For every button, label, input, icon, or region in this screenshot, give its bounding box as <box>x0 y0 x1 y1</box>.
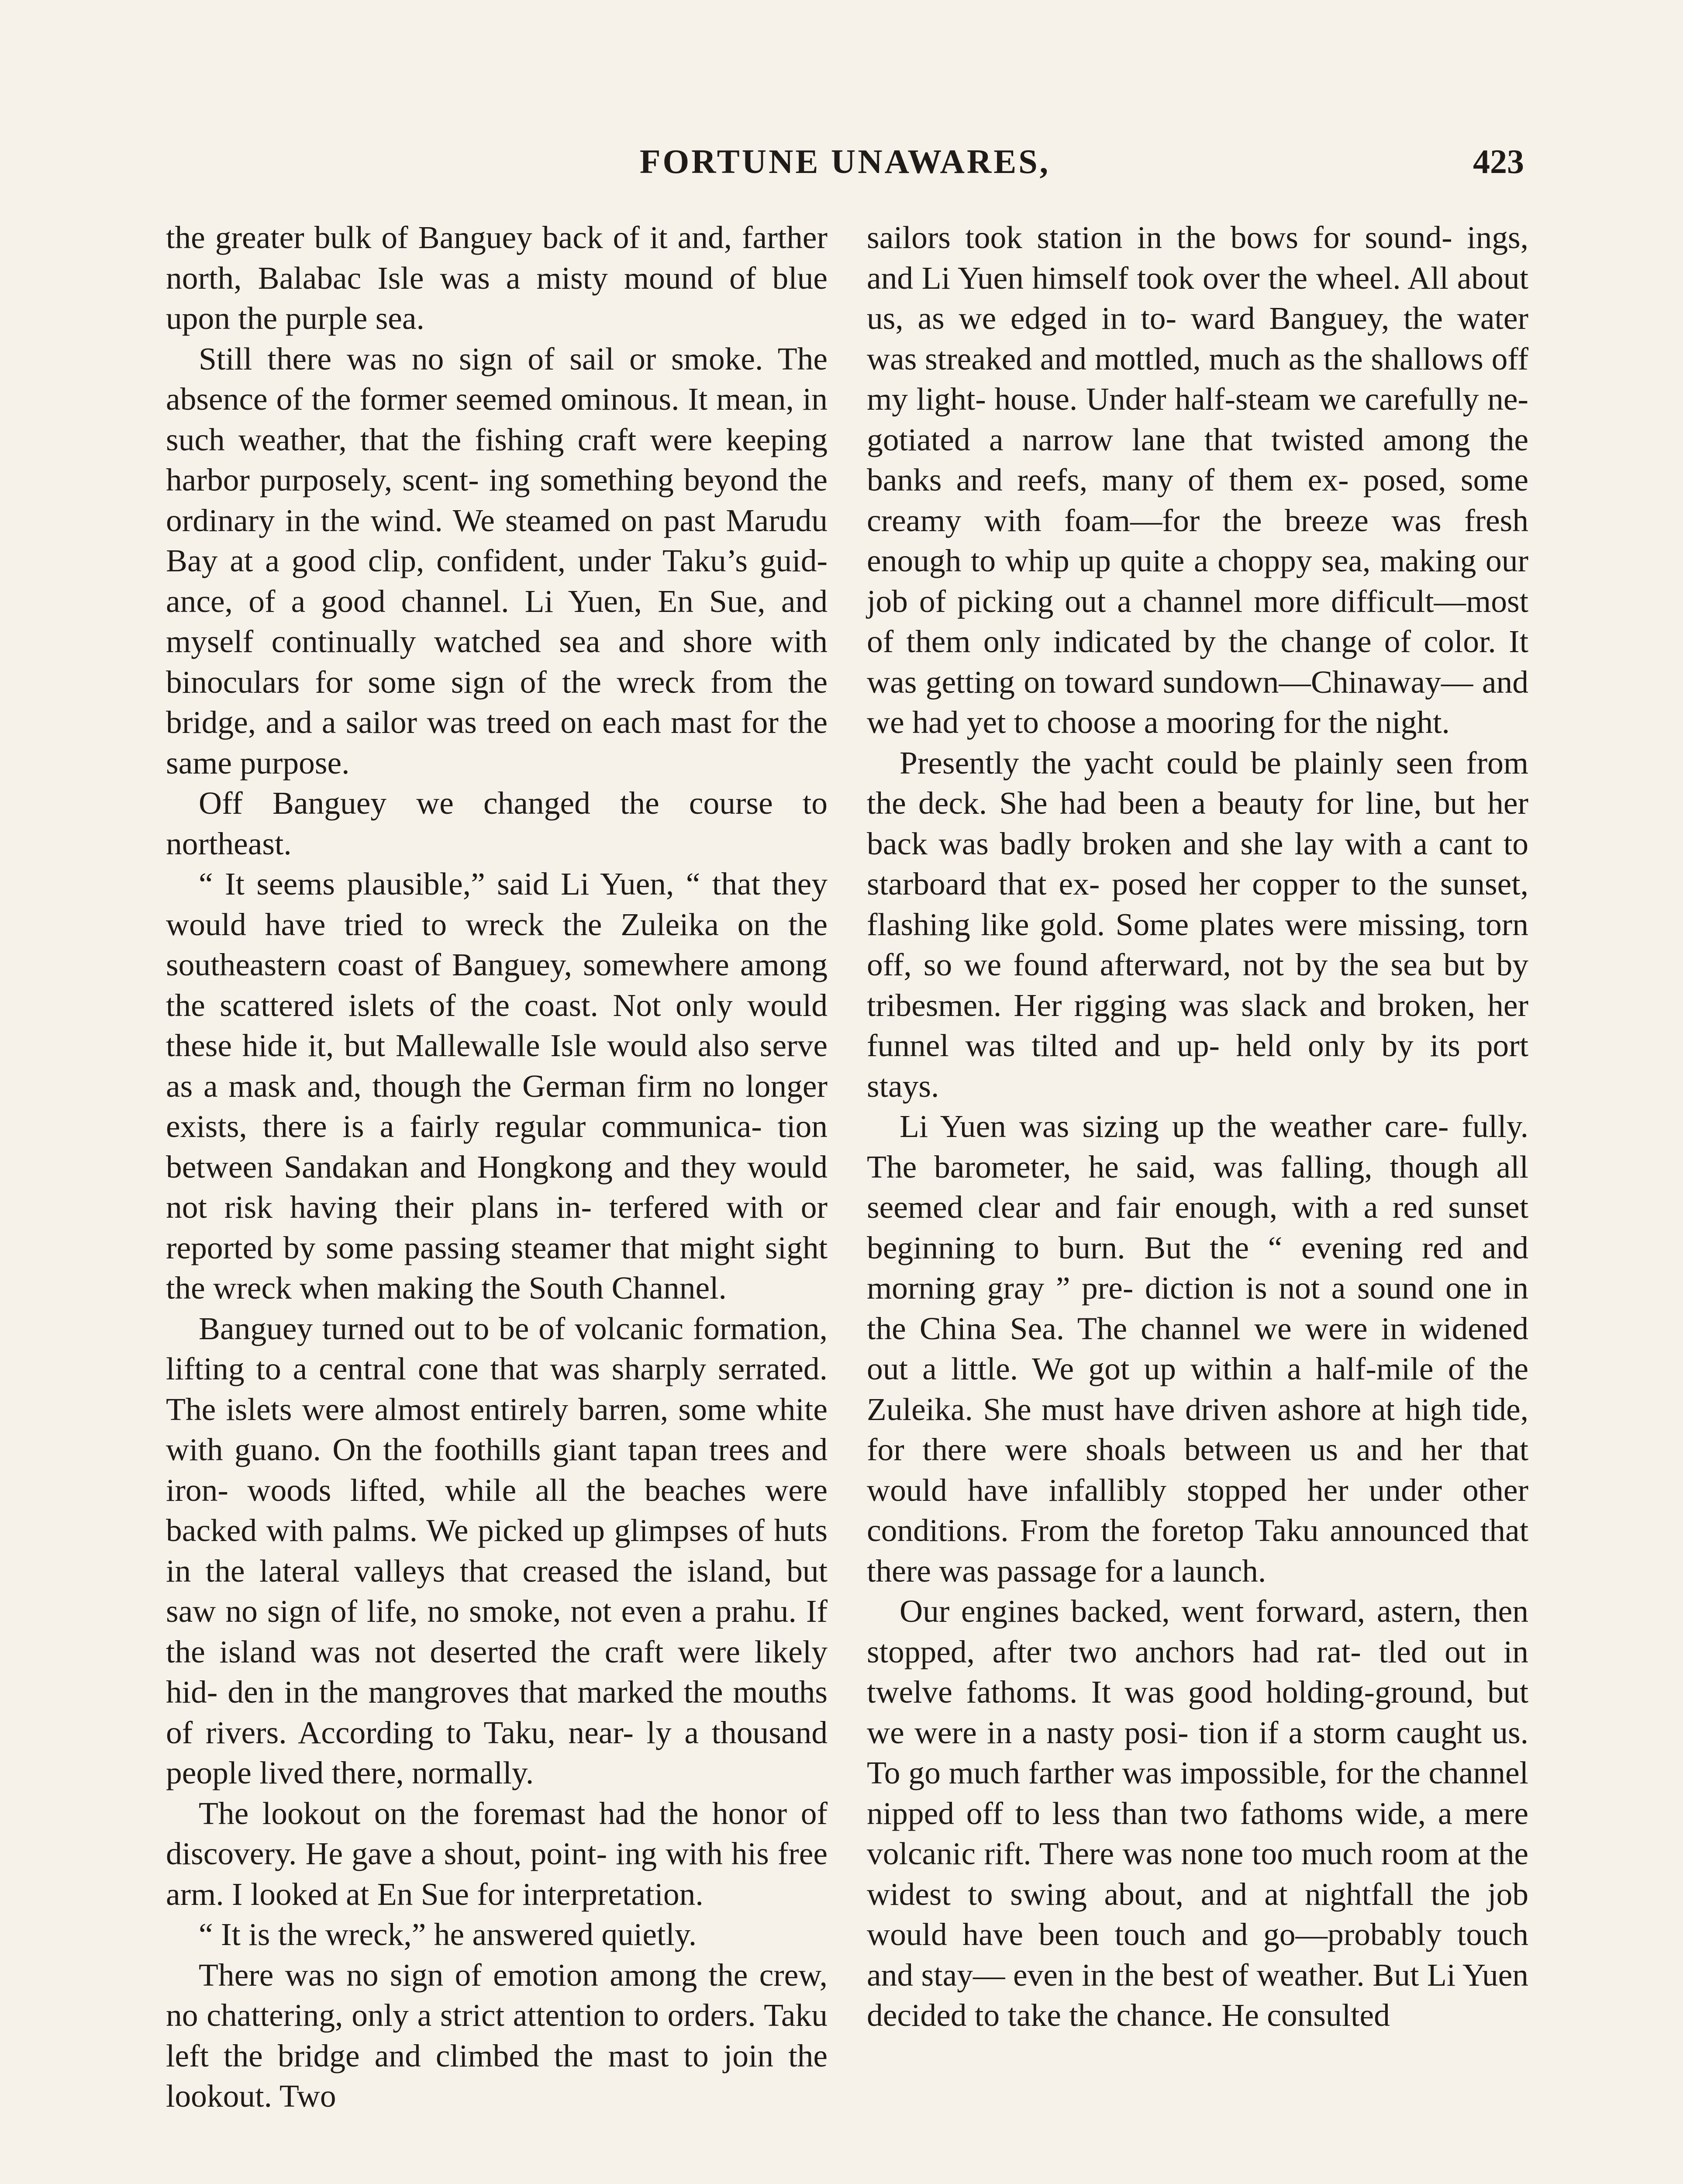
left-column <box>166 218 828 2117</box>
page-number: 423 <box>1473 142 1524 180</box>
paragraph: Li Yuen was sizing up the weather care- fully. The barometer, he said, was falling, though all seemed clear and fair enough, with a red sunset beginning to burn. But the “ evening red and morning gray ” pre- diction is not a sound one in the China Sea. The channel we were in widened out a little. We got up within a half-mile of the Zuleika. She must have driven ashore at high tide, for there were shoals between us and her that would have infallibly stopped her under other conditions. From the foretop Taku announced that there was passage for a launch. <box>867 1109 1528 1589</box>
paragraph: sailors took station in the bows for sound- ings, and Li Yuen himself took over the wheel. All about us, as we edged in to- ward Banguey, the water was streaked and mottled, much as the shallows off my light- house. Under half-steam we carefully ne- gotiated a narrow lane that twisted among the banks and reefs, many of them ex- posed, some creamy with foam—for the breeze was fresh enough to whip up quite a choppy sea, making our job of picking out a channel more difficult—most of them only indicated by the change of color. It was getting on toward sundown—Chinaway— and we had yet to choose a mooring for the night. <box>867 220 1528 740</box>
running-header <box>166 142 1524 186</box>
paragraph: Banguey turned out to be of volcanic formation, lifting to a central cone that was sharply serrated. The islets were almost entirely barren, some white with guano. On the foothills giant tapan trees and iron- woods lifted, while all the beaches were backed with palms. We picked up glimpses of huts in the lateral valleys that creased the island, but saw no sign of life, no smoke, not even a prahu. If the island was not deserted the craft were likely hid- den in the mangroves that marked the mouths of rivers. According to Taku, near- ly a thousand people lived there, normally. <box>166 1310 828 1790</box>
paragraph: “ It is the wreck,” he answered quietly. <box>199 1917 697 1952</box>
paragraph: “ It seems plausible,” said Li Yuen, “ that they would have tried to wreck the Zuleika on the southeastern coast of Banguey, somewhere among the scattered islets of the coast. Not only would these hide it, but Mallewalle Isle would also serve as a mask and, though the German firm no longer exists, there is a fairly regular communica- tion between Sandakan and Hongkong and they would not risk having their plans in- terfered with or reported by some passing steamer that might sight the wreck when making the South Channel. <box>166 866 828 1306</box>
right-column <box>867 218 1528 2036</box>
paragraph: Our engines backed, went forward, astern, then stopped, after two anchors had rat- tled out in twelve fathoms. It was good holding-ground, but we were in a nasty posi- tion if a storm caught us. To go much farther was impossible, for the channel nipped off to less than two fathoms wide, a mere volcanic rift. There was none too much room at the widest to swing about, and at nightfall the job would have been touch and go—probably touch and stay— even in the best of weather. But Li Yuen decided to take the chance. He consulted <box>867 1593 1528 2033</box>
paragraph: There was no sign of emotion among the crew, no chattering, only a strict attention to orders. Taku left the bridge and climbed the mast to join the lookout. Two <box>166 1957 828 2114</box>
paragraph: The lookout on the foremast had the honor of discovery. He gave a shout, point- ing with his free arm. I looked at En Sue for interpretation. <box>166 1795 828 1912</box>
paragraph: the greater bulk of Banguey back of it and, farther north, Balabac Isle was a misty mound of blue upon the purple sea. <box>166 220 828 336</box>
paragraph: Still there was no sign of sail or smoke. The absence of the former seemed ominous. It mean, in such weather, that the fishing craft were keeping harbor purposely, scent- ing something beyond the ordinary in the wind. We steamed on past Marudu Bay at a good clip, confident, under Taku’s guid- ance, of a good channel. Li Yuen, En Sue, and myself continually watched sea and shore with binoculars for some sign of the wreck from the bridge, and a sailor was treed on each mast for the same purpose. <box>166 341 828 781</box>
paragraph: Off Banguey we changed the course to northeast. <box>166 785 828 861</box>
running-title: FORTUNE UNAWARES, <box>639 142 1051 180</box>
paragraph: Presently the yacht could be plainly seen from the deck. She had been a beauty for line, but her back was badly broken and she lay with a cant to starboard that ex- posed her copper to the sunset, flashing like gold. Some plates were missing, torn off, so we found afterward, not by the sea but by tribesmen. Her rigging was slack and broken, her funnel was tilted and up- held only by its port stays. <box>867 745 1528 1104</box>
